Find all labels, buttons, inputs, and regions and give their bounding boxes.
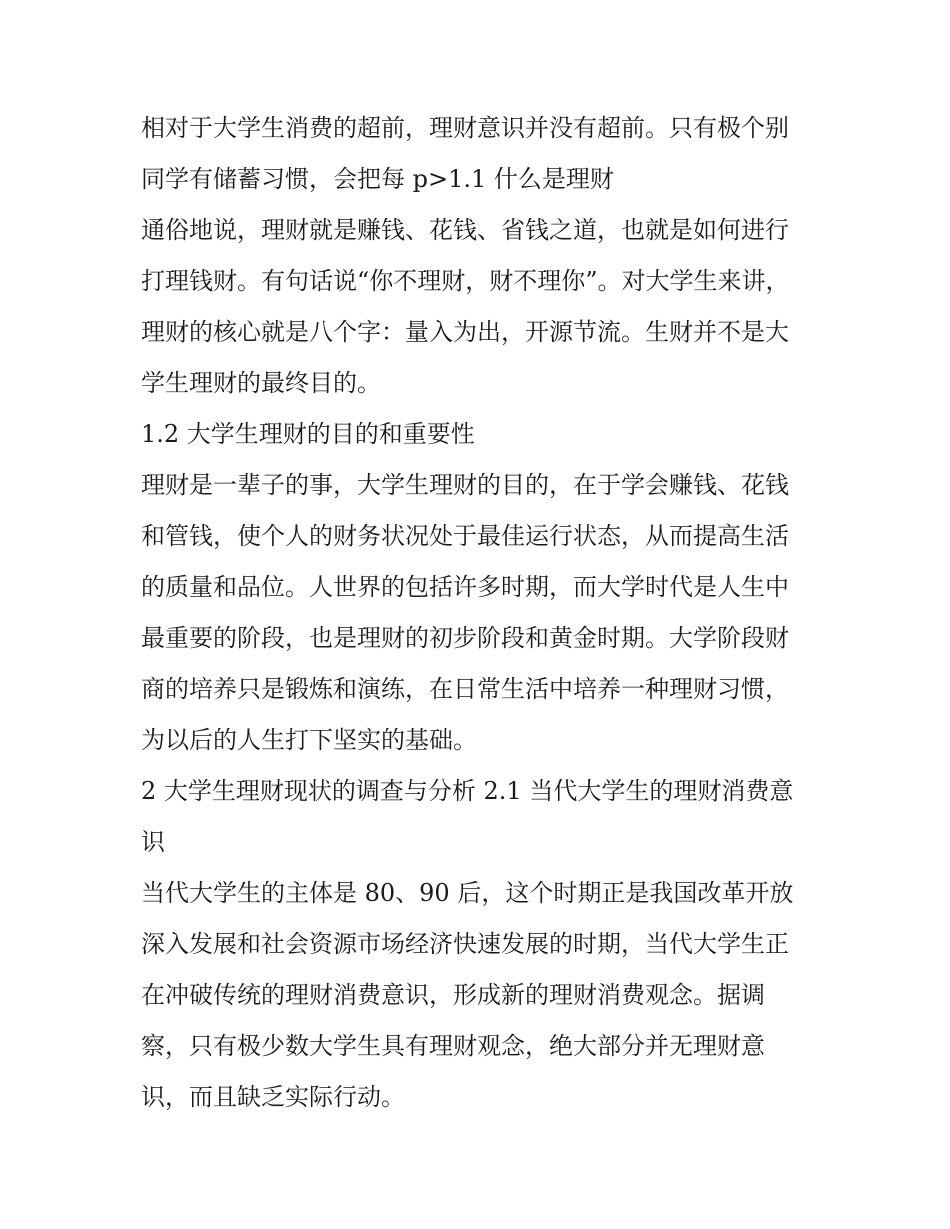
paragraph-line-6: 学生理财的最终目的。 [141,369,381,397]
paragraph-line-20: 识，而且缺乏实际行动。 [141,1083,405,1111]
paragraph-line-3: 通俗地说，理财就是赚钱、花钱、省钱之道，也就是如何进行 [141,216,789,244]
paragraph-line-17: 深入发展和社会资源市场经济快速发展的时期，当代大学生正 [141,930,789,958]
document-body [141,103,821,1123]
paragraph-line-5: 理财的核心就是八个字：量入为出，开源节流。生财并不是大 [141,318,789,346]
paragraph-line-16: 当代大学生的主体是 80、90 后，这个时期正是我国改革开放 [141,879,794,907]
paragraph-line-18: 在冲破传统的理财消费意识，形成新的理财消费观念。据调 [141,981,765,1009]
section-heading-2: 2 大学生理财现状的调查与分析 2.1 当代大学生的理财消费意 [141,777,794,805]
paragraph-line-8: 理财是一辈子的事，大学生理财的目的，在于学会赚钱、花钱 [141,471,789,499]
paragraph-line-13: 为以后的人生打下坚实的基础。 [141,726,477,754]
section-heading-2-cont: 识 [141,828,165,856]
paragraph-line-9: 和管钱，使个人的财务状况处于最佳运行状态，从而提高生活 [141,522,789,550]
paragraph-line-12: 商的培养只是锻炼和演练，在日常生活中培养一种理财习惯， [141,675,789,703]
paragraph-line-1: 相对于大学生消费的超前，理财意识并没有超前。只有极个别 [141,114,789,142]
paragraph-line-2: 同学有储蓄习惯，会把每 p>1.1 什么是理财 [141,165,614,193]
paragraph-line-10: 的质量和品位。人世界的包括许多时期，而大学时代是人生中 [141,573,789,601]
paragraph-line-11: 最重要的阶段，也是理财的初步阶段和黄金时期。大学阶段财 [141,624,789,652]
paragraph-line-19: 察，只有极少数大学生具有理财观念，绝大部分并无理财意 [141,1032,765,1060]
section-heading-1-2: 1.2 大学生理财的目的和重要性 [141,420,475,448]
paragraph-line-4: 打理钱财。有句话说“你不理财，财不理你”。对大学生来讲， [141,267,790,295]
